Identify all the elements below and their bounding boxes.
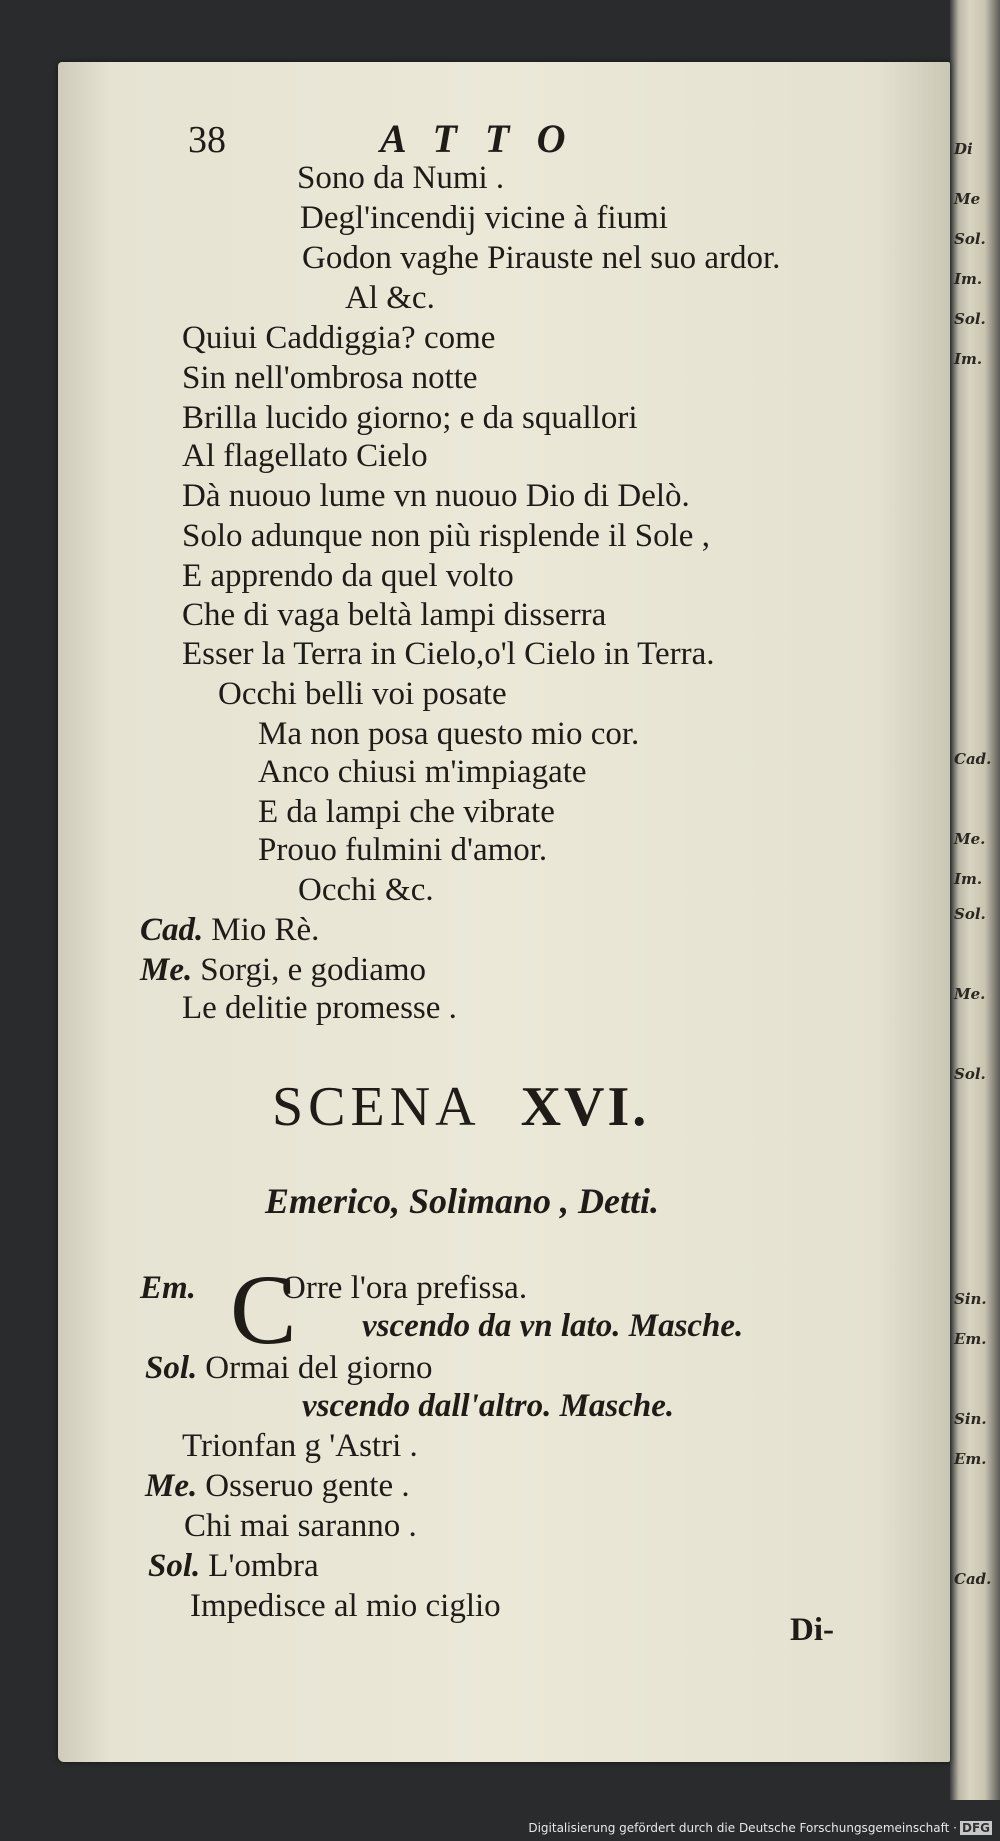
scene-numeral: XVI. [520,1076,650,1138]
edge-fragment: Me. [954,985,986,1003]
edge-fragment: Im. [954,350,983,368]
drop-cap: C [230,1254,297,1365]
dialogue-text: Ormai del giorno [205,1350,433,1386]
edge-fragment: Cad. [954,750,992,768]
speaker-label: Em. [140,1270,196,1306]
dialogue-text: L'ombra [208,1548,319,1584]
speaker-label: Sol. [145,1350,198,1386]
verse-line: Anco chiusi m'impiagate [258,754,587,790]
credit-text: Digitalisierung gefördert durch die Deutsche Forschungsgemeinschaft · [528,1821,957,1835]
edge-fragment: Me. [954,830,986,848]
dialogue-line [140,1270,204,1307]
edge-fragment: Sol. [954,310,986,328]
verse-line: Occhi &c. [298,872,434,908]
verse-line: Sono da Numi . [297,160,505,196]
verse-line: Esser la Terra in Cielo,o'l Cielo in Terra. [182,636,715,672]
dialogue-text: Impedisce al mio ciglio [190,1588,501,1624]
verse-line: Che di vaga beltà lampi disserra [182,597,607,633]
verse-line: Ma non posa questo mio cor. [258,716,640,752]
scene-characters: Emerico, Solimano , Detti. [265,1181,660,1221]
speaker-label: Cad. [140,912,204,948]
edge-fragment: Di [954,140,973,158]
dialogue-line [140,952,426,989]
edge-fragment: Me [954,190,981,208]
edge-fragment: Im. [954,870,983,888]
dialogue-text: Chi mai saranno . [184,1508,417,1544]
verse-line: Al flagellato Cielo [182,438,428,474]
edge-fragment: Em. [954,1330,987,1348]
dfg-logo: DFG [961,1821,990,1835]
verse-line: E da lampi che vibrate [258,794,555,830]
scene-heading [272,1075,649,1139]
verse-line: Dà nuouo lume vn nuouo Dio di Delò. [182,478,690,514]
speaker-label: Me. [145,1468,198,1504]
verse-line: Occhi belli voi posate [218,676,507,712]
edge-fragment: Cad. [954,1570,992,1588]
dialogue-text: Trionfan g 'Astri . [182,1428,418,1464]
verse-line: Sin nell'ombrosa notte [182,360,478,396]
scene-word: SCENA [272,1076,481,1138]
edge-fragment: Sin. [954,1290,987,1308]
verse-line: Brilla lucido giorno; e da squallori [182,400,638,436]
edge-fragment: Em. [954,1450,987,1468]
dialogue-text: Sorgi, e godiamo [200,952,427,988]
verse-line: Prouo fulmini d'amor. [258,832,548,868]
verse-line: Al &c. [345,280,435,316]
verse-line: Degl'incendij vicine à fiumi [300,200,668,236]
stage-direction: vscendo da vn lato. Masche. [362,1308,744,1344]
page-number: 38 [188,119,226,161]
edge-fragment: Sol. [954,1065,986,1083]
edge-fragment: Sol. [954,905,986,923]
edge-fragment: Sol. [954,230,986,248]
dialogue-text: Orre l'ora prefissa. [282,1270,528,1306]
dialogue-line [182,990,457,1027]
adjacent-page-edge [950,0,1000,1800]
verse-line: Solo adunque non più risplende il Sole , [182,518,710,554]
dialogue-line [145,1468,410,1505]
verse-line: E apprendo da quel volto [182,558,514,594]
dialogue-text: Osseruo gente . [205,1468,410,1504]
edge-fragment: Im. [954,270,983,288]
stage-direction: vscendo dall'altro. Masche. [302,1388,675,1424]
digitization-credit [528,1821,992,1835]
dialogue-text: Mio Rè. [211,912,320,948]
catchword: Di- [790,1612,834,1648]
dialogue-text: Le delitie promesse . [182,990,457,1026]
edge-fragment: Sin. [954,1410,987,1428]
dialogue-line [140,912,319,949]
speaker-label: Me. [140,952,193,988]
verse-line: Godon vaghe Pirauste nel suo ardor. [302,240,781,276]
speaker-label: Sol. [148,1548,201,1584]
verse-line: Quiui Caddiggia? come [182,320,496,356]
running-header: ATTO [380,116,594,161]
dialogue-line [148,1548,319,1585]
dialogue-line [145,1350,433,1387]
